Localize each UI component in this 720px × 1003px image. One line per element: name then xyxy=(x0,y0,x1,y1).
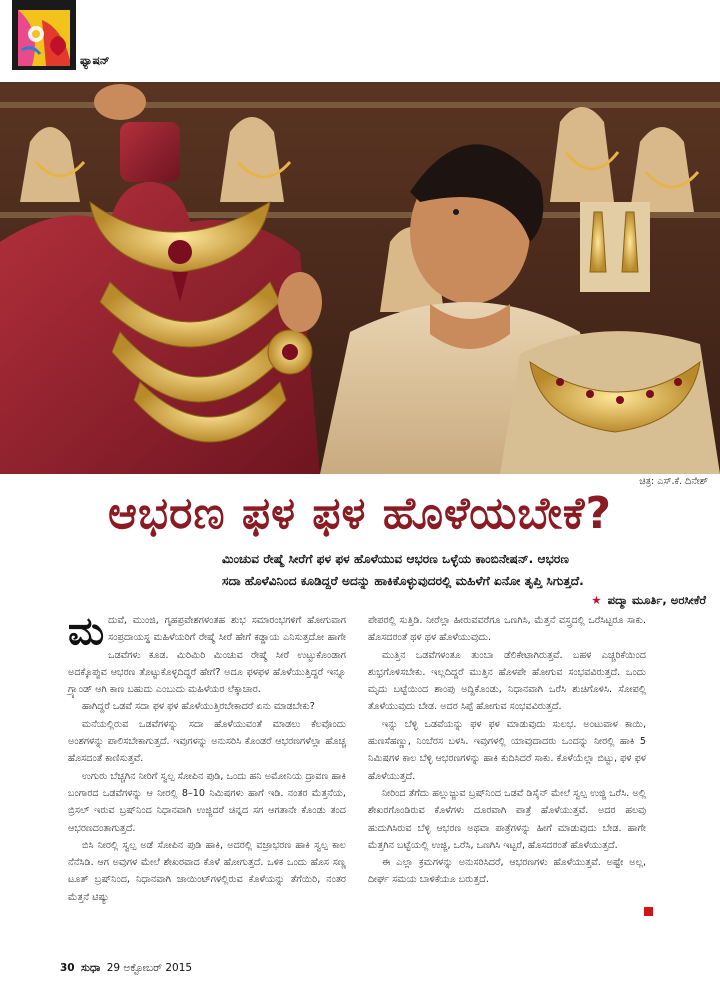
paragraph: ಬಿಸಿ ನೀರಲ್ಲಿ ಸ್ವಲ್ಪ ಅಡೆ ಸೋಪಿನ ಪುಡಿ ಹಾಕಿ, ಅದರಲ್ಲಿ ವಜ್ರಾಭರಣ ಹಾಕಿ ಸ್ವಲ್ಪ ಕಾಲ ನೆನೆಸಿಡಿ. ಆಗ ಅವುಗಳ ಮೇಲೆ ಶೇಖರವಾದ ಕೊಳೆ ಹೋಗುತ್ತದೆ. ಒಳಿಕ ಒಂದು ಹೊಸ ಸಣ್ಣ ಟೂತ್ ಬ್ರಷ್‌ನಿಂದ, ನಿಧಾನವಾಗಿ ಜಾಯಿಂಟ್‌ಗಳಲ್ಲಿರುವ ಕೊಳೆಯನ್ನು ತೆಗೆಯಿರಿ, ನಂತರ ಮೆತ್ತನೆ ಟಿಷ್ಯು xyxy=(68,839,346,903)
page-number: 30 xyxy=(60,962,75,974)
page-footer xyxy=(60,962,192,975)
section-label: ಫ್ಯಾಷನ್ xyxy=(80,54,110,67)
paragraph: ಈ ಎಲ್ಲಾ ಕ್ರಮಗಳನ್ನು ಅನುಸರಿಸಿದರೆ, ಆಭರಣಗಳು ಹೊಳೆಯುತ್ತವೆ. ಅಷ್ಟೇ ಅಲ್ಲ, ದೀರ್ಘ ಸಮಯ ಬಾಳಿಕೆಯೂ ಬರುತ್ತದೆ. xyxy=(368,857,646,886)
paragraph: ಪೇಪರಲ್ಲಿ ಸುತ್ತಿಡಿ. ನೀರೆಲ್ಲಾ ಹೀರುವವರೆಗೂ ಒಣಗಿಸಿ, ಮೆತ್ತನೆ ವಸ್ತ್ರದಲ್ಲಿ ಒರೆಸಿಟ್ಟರೂ ಸಾಕು. ಹೊಸದರಂತೆ ಥಳ ಥಳ ಹೊಳೆಯುವುದು. xyxy=(368,615,646,644)
standfirst xyxy=(222,548,706,592)
standfirst-line: ಸದಾ ಹೊಳೆವಿನಿಂದ ಕೂಡಿದ್ದರೆ ಅದನ್ನು ಹಾಕಿಕೊಳ್ಳುವುದರಲ್ಲಿ ಮಹಿಳೆಗೆ ಏನೋ ತೃಪ್ತಿ ಸಿಗುತ್ತದೆ. xyxy=(222,574,584,588)
end-of-article-marker xyxy=(644,907,653,916)
photo-credit: ಚಿತ್ರ: ಎಸ್.ಕೆ. ದಿನೇಶ್ xyxy=(639,476,708,487)
jewellery-photo xyxy=(0,82,720,474)
paragraph: ನೀರಿಂದ ತೆಗೆದು ಹಲ್ಲುಜ್ಜುವ ಬ್ರಷ್‌ನಿಂದ ಒಡವೆ ಡಿಸೈನ್ ಮೇಲೆ ಸ್ವಲ್ಪ ಉಜ್ಜಿ ಒರೆಸಿ. ಅಲ್ಲಿ ಶೇಖರಗೊಂಡಿರುವ ಕೊಳೆಗಳು ದೂರವಾಗಿ ಪಾತ್ರೆ ಹೊಳೆಯುತ್ತವೆ. ಅದರ ಹಲವು ಹುದುಗಿಸಿರುವ ಬೆಳ್ಳಿ ಆಭರಣ ಅಥವಾ ಪಾತ್ರೆಗಳನ್ನು ಹೀಗೆ ಮಾಡುವುದು ಬೇಡ. ಹಾಗೇ ಮೆತ್ತಗಿನ ಬಟ್ಟೆಯಲ್ಲಿ ಉಜ್ಜಿ, ಒರೆಸಿ, ಒಣಗಿಸಿ ಇಟ್ಟರೆ, ಹೊಸದರಂತೆ ಹೊಳೆಯುತ್ತದೆ. xyxy=(368,787,646,851)
standfirst-line: ಮಿಂಚುವ ರೇಷ್ಮೆ ಸೀರೆಗೆ ಫಳ ಫಳ ಹೊಳೆಯುವ ಆಭರಣ ಒಳ್ಳೆಯ ಕಾಂಬಿನೇಷನ್. ಆಭರಣ xyxy=(222,552,569,566)
paragraph: ದುವೆ, ಮುಂಜಿ, ಗೃಹಪ್ರವೇಶಗಳಂತಹ ಶುಭ ಸಮಾರಂಭಗಳಿಗೆ ಹೋಗುವಾಗ ಸಂಪ್ರದಾಯಸ್ಥ ಮಹಿಳೆಯರಿಗೆ ರೇಷ್ಮೆ ಸೀರೆ ಹೇಗೆ ಕಡ್ಡಾಯ ಎನಿಸುತ್ತದೋ ಹಾಗೇ ಒಡವೆಗಳು ಕೂಡ. ಮಿರಿಮಿರಿ ಮಿಂಚುವ ರೇಷ್ಮೆ ಸೀರೆ ಉಟ್ಟುಕೊಂಡಾಗ ಅದಕ್ಕೊಪ್ಪುವ ಆಭರಣ ತೊಟ್ಟುಕೊಳ್ಳದಿದ್ದರೆ ಹೇಗೆ? ಅದೂ ಫಳಫಳ ಹೊಳೆಯುತ್ತಿದ್ದರೆ ಇನ್ನೂ ಗ್ರ್ಯಾಂಡ್ ಆಗಿ ಕಾಣ ಬಹುದು ಎಂಬುದು ಮಹಿಳೆಯರ ಲೆಕ್ಕಾಚಾರ. xyxy=(68,615,346,696)
issue-date: 29 ಅಕ್ಟೋಬರ್ 2015 xyxy=(106,962,193,974)
paragraph: ಮನೆಯಲ್ಲಿರುವ ಒಡವೆಗಳನ್ನು ಸದಾ ಹೊಳೆಯುವಂತೆ ಮಾಡಲು ಕೆಲವೊಂದು ಅಂಶಗಳನ್ನು ಪಾಲಿಸಬೇಕಾಗುತ್ತದೆ. ಇವುಗಳನ್ನು ಅನುಸರಿಸಿ ಕೊಂಡರೆ ಆಭರಣಗಳೆಲ್ಲಾ ಹೊಚ್ಚ ಹೊಸದಂತೆ ಕಾಣಿಸುತ್ತವೆ. xyxy=(68,718,346,765)
article-column-1 xyxy=(68,609,346,906)
section-logo xyxy=(12,0,76,70)
fashion-logo-art xyxy=(12,0,76,70)
paragraph: ಉಗುರು ಬೆಚ್ಚಗಿನ ನೀರಿಗೆ ಸ್ವಲ್ಪ ಸೋಪಿನ ಪುಡಿ, ಒಂದು ಹನಿ ಅಮೋನಿಯ ದ್ರಾವಣ ಹಾಕಿ ಬಂಗಾರದ ಒಡವೆಗಳನ್ನು ಆ ನೀರಲ್ಲಿ 8–10 ನಿಮಿಷಗಳು ಹಾಗೆ ಇಡಿ. ನಂತರ ಮೆತ್ತನೆಯ, ಬ್ರಿಸಲ್ ಇರುವ ಬ್ರಷ್‌ನಿಂದ ನಿಧಾನವಾಗಿ ಉಜ್ಜಿದರೆ ಚಿನ್ನದ ಸಗ ಆಗತಾನೇ ಕೊಂಡು ತಂದ ಆಭರಣದಂತಾಗುತ್ತದೆ. xyxy=(68,770,346,834)
headline: ಆಭರಣ ಫಳ ಫಳ ಹೊಳೆಯಬೇಕೆ? xyxy=(108,488,612,539)
drop-cap: ಮ xyxy=(68,609,105,653)
paragraph: ಮುತ್ತಿನ ಒಡವೆಗಳಂತೂ ತುಂಬಾ ಡೆಲಿಕೇಟಾಗಿರುತ್ತವೆ. ಬಹಳ ಎಚ್ಚರಿಕೆಯಿಂದ ಶುಭ್ರಗೊಳಿಸಬೇಕು. ಇಲ್ಲದಿದ್ದರೆ ಮುತ್ತಿನ ಹೊಳಪೇ ಹೋಗುವ ಸಂಭವವಿರುತ್ತದೆ. ಒಂದು ಮೃದು ಬಟ್ಟೆಯಿಂದ ಶಾಂಪು ಅದ್ದಿಕೊಂಡು, ನಿಧಾನವಾಗಿ ಒರೆಸಿ ಶುಚಿಗೊಳಿಸಿ. ಸೋಪಲ್ಲಿ ತೊಳೆಯುವುದು ಬೇಡ. ಅದರ ಸಿಪ್ಪೆ ಹೋಗುವ ಸಂಭವವಿರುತ್ತದೆ. xyxy=(368,649,646,713)
article-column-2 xyxy=(368,612,646,889)
photo-illustration xyxy=(0,82,720,474)
author-name: ಪದ್ಮಾ ಮೂರ್ತಿ, ಅರಸೀಕೆರೆ xyxy=(607,593,706,607)
star-icon: ★ xyxy=(591,593,602,607)
paragraph: ಹಾಗಿದ್ದರೆ ಒಡವೆ ಸದಾ ಫಳ ಫಳ ಹೊಳೆಯುತ್ತಿರಬೇಕಾದರೆ ಏನು ಮಾಡಬೇಕು? xyxy=(82,701,315,713)
paragraph: ಇನ್ನು ಬೆಳ್ಳಿ ಒಡವೆಯನ್ನು ಫಳ ಫಳ ಮಾಡುವುದು ಸುಲಭ. ಅಂಟುವಾಳ ಕಾಯಿ, ಹುಣಸೆಹಣ್ಣು, ನಿಂಬೆರಸ ಬಳಸಿ. ಇವುಗಳಲ್ಲಿ ಯಾವುದಾದರು ಒಂದನ್ನು ನೀರಲ್ಲಿ ಹಾಕಿ 5 ನಿಮಿಷಗಳ ಕಾಲ ಬೆಳ್ಳಿ ಆಭರಣಗಳನ್ನು ಹಾಕಿ ಕುದಿಸಿದರೆ ಸಾಕು. ಕೊಳೆಯೆಲ್ಲಾ ಬಿಟ್ಟು, ಫಳ ಫಳ ಹೊಳೆಯುತ್ತದೆ. xyxy=(368,718,646,782)
magazine-name: ಸುಧಾ xyxy=(80,962,101,974)
byline xyxy=(591,593,706,608)
